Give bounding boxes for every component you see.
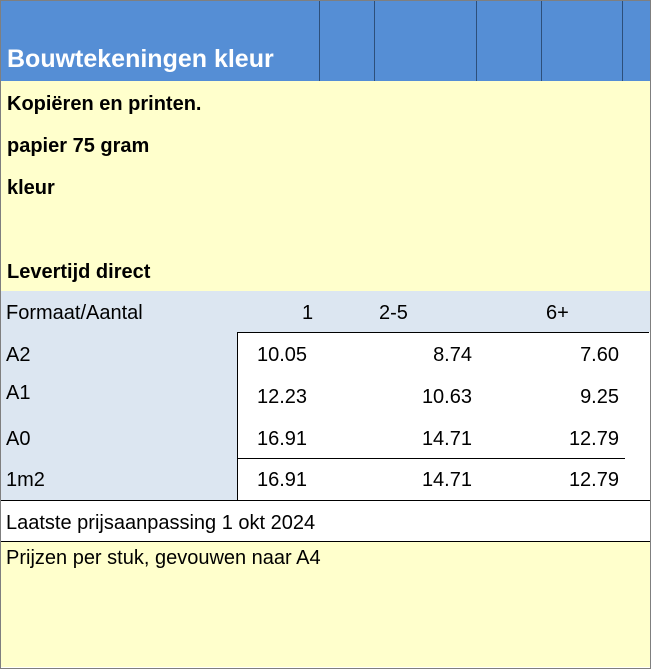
price-a1-qty-1: 12.23	[257, 386, 308, 408]
price-a1-qty-6plus: 9.25	[580, 386, 619, 408]
header-cell-divider	[541, 1, 542, 81]
price-a0-qty-1: 16.91	[257, 428, 308, 450]
info-block	[1, 81, 650, 291]
header-cell-divider	[476, 1, 477, 81]
price-a0-qty-2-5: 14.71	[421, 428, 472, 450]
column-header-format: Formaat/Aantal	[6, 302, 143, 324]
last-price-update-row	[1, 500, 650, 541]
price-1m2-qty-6plus: 12.79	[568, 469, 619, 491]
header-cell-divider	[319, 1, 320, 81]
page-title: Bouwtekeningen kleur	[7, 45, 274, 73]
header-cell-divider	[622, 1, 623, 81]
price-1m2-qty-1: 16.91	[257, 469, 308, 491]
price-1m2-qty-2-5: 14.71	[421, 469, 472, 491]
price-a2-qty-1: 10.05	[257, 344, 308, 366]
info-line-service: Kopiëren en printen.	[7, 93, 202, 115]
table-separator-line	[237, 458, 625, 459]
row-label-a0: A0	[6, 428, 31, 450]
row-label-a1: A1	[6, 382, 31, 404]
last-price-update-text: Laatste prijsaanpassing 1 okt 2024	[6, 512, 316, 534]
price-note-block	[1, 541, 650, 667]
table-header-row	[1, 291, 650, 332]
format-label-column	[1, 332, 237, 500]
info-line-delivery: Levertijd direct	[7, 261, 151, 283]
price-note-text: Prijzen per stuk, gevouwen naar A4	[6, 547, 321, 569]
column-header-qty-2-5: 2-5	[379, 302, 408, 324]
info-line-color: kleur	[7, 177, 55, 199]
column-header-qty-6plus: 6+	[546, 302, 569, 324]
price-a2-qty-6plus: 7.60	[580, 344, 619, 366]
price-a1-qty-2-5: 10.63	[421, 386, 472, 408]
info-line-paper: papier 75 gram	[7, 135, 150, 157]
header-band	[1, 1, 650, 81]
column-header-qty-1: 1	[302, 302, 314, 324]
row-label-1m2: 1m2	[6, 469, 45, 491]
header-cell-divider	[374, 1, 375, 81]
price-a0-qty-6plus: 12.79	[568, 428, 619, 450]
price-a2-qty-2-5: 8.74	[433, 344, 472, 366]
row-label-a2: A2	[6, 344, 31, 366]
